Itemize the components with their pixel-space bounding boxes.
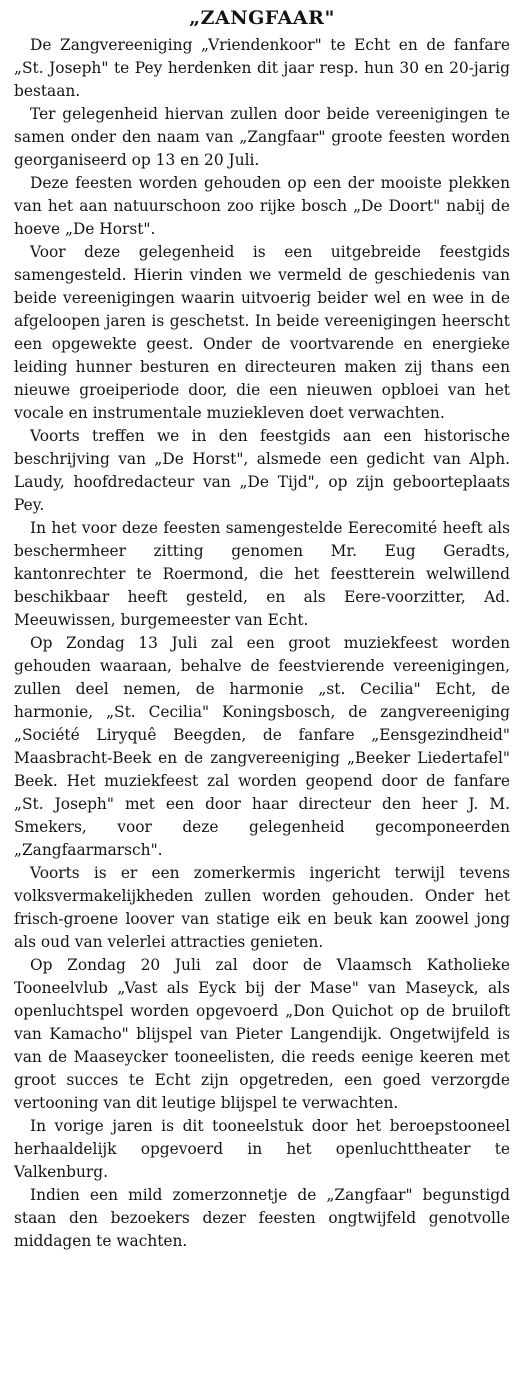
article-paragraph-10: In vorige jaren is dit tooneelstuk door het beroepstooneel herhaaldelijk opgevoerd in het openluchttheater te Valkenburg. bbox=[14, 1117, 510, 1181]
article-paragraph-3: Deze feesten worden gehouden op een der mooiste plekken van het aan natuurschoon zoo rijke bosch „De Doort" nabij de hoeve „De Horst". bbox=[14, 174, 510, 238]
article-paragraph-6: In het voor deze feesten samengestelde Eerecomité heeft als beschermheer zitting genomen Mr. Eug Geradts, kantonrechter te Roermond, die het feestterein welwillend beschikbaar heeft gesteld, en als Eere-voorzitter, Ad. Meeuwissen, burgemeester van Echt. bbox=[14, 519, 510, 629]
article-paragraph-1: De Zangvereeniging „Vriendenkoor" te Echt en de fanfare „St. Joseph" te Pey herdenken dit jaar resp. hun 30 en 20-jarig bestaan. bbox=[14, 36, 510, 100]
article-paragraph-2: Ter gelegenheid hiervan zullen door beide vereenigingen te samen onder den naam van „Zangfaar" groote feesten worden georganiseerd op 13 en 20 Juli. bbox=[14, 105, 510, 169]
article-paragraph-9: Op Zondag 20 Juli zal door de Vlaamsch Katholieke Tooneelvlub „Vast als Eyck bij der Mase" van Maseyck, als openluchtspel worden opgevoerd „Don Quichot op de bruiloft van Kamacho" blijspel van Pieter Langendijk. Ongetwijfeld is van de Maaseycker tooneelisten, die reeds eenige keeren met groot succes te Echt zijn opgetreden, een goed verzorgde vertooning van dit leutige blijspel te verwachten. bbox=[14, 956, 510, 1112]
article-paragraph-5: Voorts treffen we in den feestgids aan een historische beschrijving van „De Horst", alsmede een gedicht van Alph. Laudy, hoofdredacteur van „De Tijd", op zijn geboorteplaats Pey. bbox=[14, 427, 510, 514]
article-paragraph-7: Op Zondag 13 Juli zal een groot muziekfeest worden gehouden waaraan, behalve de feestvierende vereenigingen, zullen deel nemen, de harmonie „st. Cecilia" Echt, de harmonie, „St. Cecilia" Koningsbosch, de zangvereeniging „Société Liryquê Beegden, de fanfare „Eensgezindheid" Maasbracht-Beek en de zangvereeniging „Beeker Liedertafel" Beek. Het muziekfeest zal worden geopend door de fanfare „St. Joseph" met een door haar directeur den heer J. M. Smekers, voor deze gelegenheid gecomponeerden „Zangfaarmarsch". bbox=[14, 634, 510, 859]
article-paragraph-8: Voorts is er een zomerkermis ingericht terwijl tevens volksvermakelijkheden zullen worden gehouden. Onder het frisch-groene loover van statige eik en beuk kan zoowel jong als oud van velerlei attracties genieten. bbox=[14, 864, 510, 951]
article-paragraph-11: Indien een mild zomerzonnetje de „Zangfaar" begunstigd staan den bezoekers dezer feesten ongtwijfeld genotvolle middagen te wachten. bbox=[14, 1186, 510, 1250]
article-headline: „ZANGFAAR" bbox=[189, 7, 335, 29]
newspaper-article bbox=[14, 6, 510, 1253]
article-paragraph-4: Voor deze gelegenheid is een uitgebreide feestgids samengesteld. Hierin vinden we vermeld de geschiedenis van beide vereenigingen waarin uitvoerig beider wel en wee in de afgeloopen jaren is geschetst. In beide vereenigingen heerscht een opgewekte geest. Onder de voortvarende en energieke leiding hunner besturen en directeuren maken zij thans een nieuwe groeiperiode door, die een nieuwen opbloei van het vocale en instrumentale muziekleven doet verwachten. bbox=[14, 243, 510, 422]
